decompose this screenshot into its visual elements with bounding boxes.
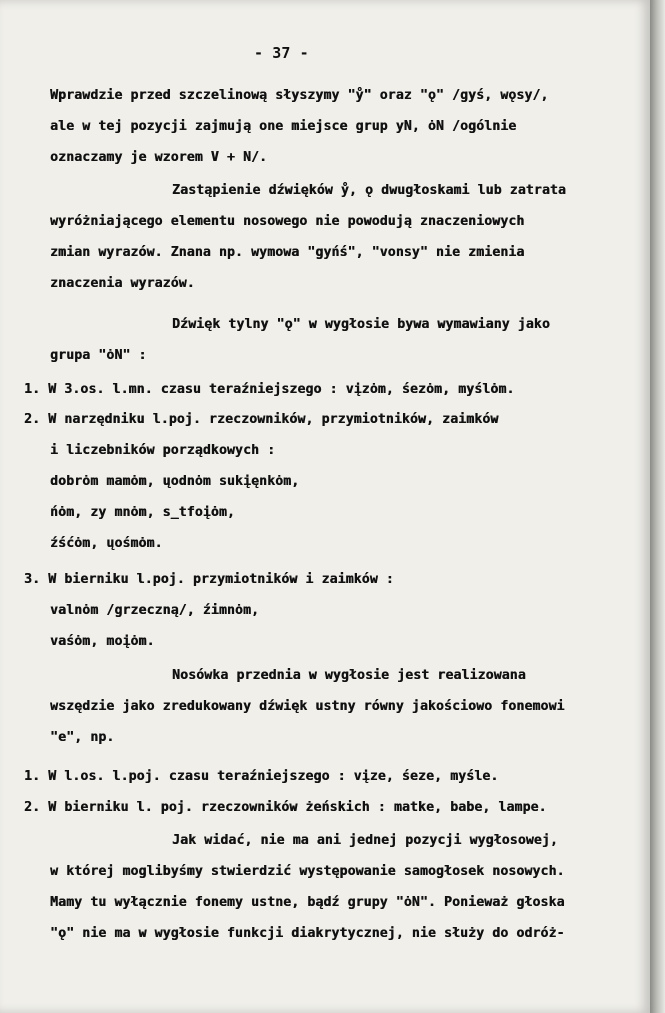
page-number: - 37 - xyxy=(254,44,309,62)
text-line: i liczebników porządkowych : xyxy=(50,443,276,458)
text-line: "e", np. xyxy=(50,730,115,745)
text-line: zmian wyrazów. Znana np. wymowa "gyńś", "vonsy" nie zmienia xyxy=(50,245,525,260)
text-line: Jak widać, nie ma ani jednej pozycji wygłosowej, xyxy=(172,833,558,848)
text-line: ńȯm, zy mnȯm, s_tfoįȯm, xyxy=(50,505,235,520)
list-item: 2. W narzędniku l.poj. rzeczowników, przymiotników, zaimków xyxy=(24,412,499,427)
list-item: 1. W 3.os. l.mn. czasu teraźniejszego : vįzȯm, śezȯm, myślȯm. xyxy=(24,382,515,397)
text-line: grupa "ȯN" : xyxy=(50,348,147,363)
text-line: ale w tej pozycji zajmują one miejsce grup yN, ȯN /ogólnie xyxy=(50,119,517,134)
text-line: valnȯm /grzeczną/, źimnȯm, xyxy=(50,603,260,618)
text-line: oznaczamy je wzorem V + N/. xyxy=(50,150,268,165)
text-line: wyróżniającego elementu nosowego nie powodują znaczeniowych xyxy=(50,214,525,229)
list-item: 2. W bierniku l. poj. rzeczowników żeńskich : matke, babe, lampe. xyxy=(24,800,547,815)
text-line: vaśȯm, moįȯm. xyxy=(50,634,155,649)
text-line: Mamy tu wyłącznie fonemy ustne, bądź grupy "ȯN". Ponieważ głoska xyxy=(50,895,565,910)
list-item: 3. W bierniku l.poj. przymiotników i zaimków : xyxy=(24,572,394,587)
text-line: Dźwięk tylny "ǫ" w wygłosie bywa wymawiany jako xyxy=(172,317,550,332)
list-item: 1. W l.os. l.poj. czasu teraźniejszego : vįze, śeze, myśle. xyxy=(24,769,499,784)
text-line: Nosówka przednia w wygłosie jest realizowana xyxy=(172,668,526,683)
page-edge xyxy=(650,0,665,1013)
text-line: "ǫ" nie ma w wygłosie funkcji diakrytycznej, nie służy do odróż- xyxy=(50,926,565,941)
text-line: Wprawdzie przed szczelinową słyszymy "ẙ" oraz "ǫ" /gyś, wǫsy/, xyxy=(50,88,549,103)
text-line: w której moglibyśmy stwierdzić występowanie samogłosek nosowych. xyxy=(50,864,565,879)
text-line: znaczenia wyrazów. xyxy=(50,276,195,291)
text-line: wszędzie jako zredukowany dźwięk ustny równy jakościowo fonemowi xyxy=(50,699,565,714)
text-line: źśćȯm, ųośmȯm. xyxy=(50,536,163,551)
text-line: dobrȯm mamȯm, ųodnȯm sukįęnkȯm, xyxy=(50,474,300,489)
text-line: Zastąpienie dźwięków ẙ, ǫ dwugłoskami lub zatrata xyxy=(172,183,566,198)
